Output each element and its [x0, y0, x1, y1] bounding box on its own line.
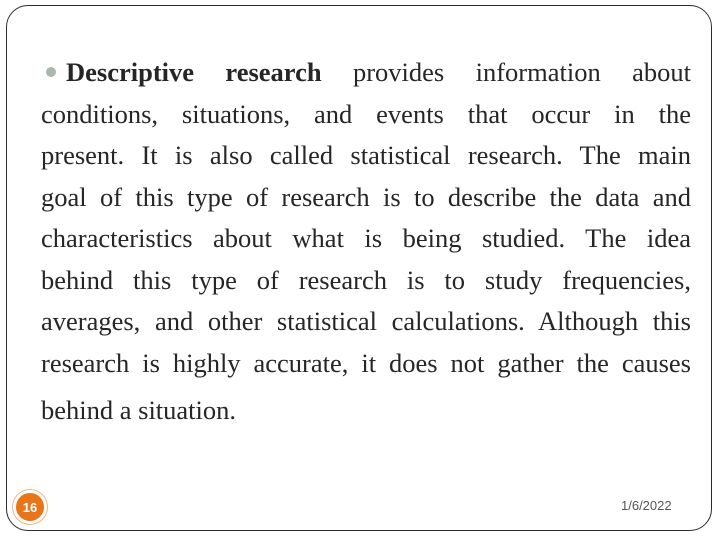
text-line-1: [41, 52, 691, 94]
text-line-7: averages, and other statistical calculations. Although this: [41, 306, 691, 336]
slide-number-badge: 16: [13, 490, 47, 524]
line-1-rest: provides information about: [321, 57, 691, 87]
text-line-9: behind a situation.: [41, 395, 237, 425]
text-line-8: research is highly accurate, it does not gather the causes: [41, 347, 691, 378]
text-line-5: characteristics about what is being studied. The idea: [41, 223, 691, 253]
slide-body: [41, 52, 691, 432]
text-line-2: conditions, situations, and events that occur in the: [41, 98, 691, 129]
bold-term: Descriptive research: [66, 57, 322, 87]
slide-date: 1/6/2022: [621, 498, 672, 513]
text-line-3: present. It is also called statistical research. The main: [41, 140, 691, 170]
bullet-dot-icon: [46, 67, 56, 77]
bullet-paragraph: [41, 52, 691, 432]
text-line-6: behind this type of research is to study frequencies,: [41, 264, 691, 295]
text-line-4: goal of this type of research is to describe the data and: [41, 181, 691, 212]
